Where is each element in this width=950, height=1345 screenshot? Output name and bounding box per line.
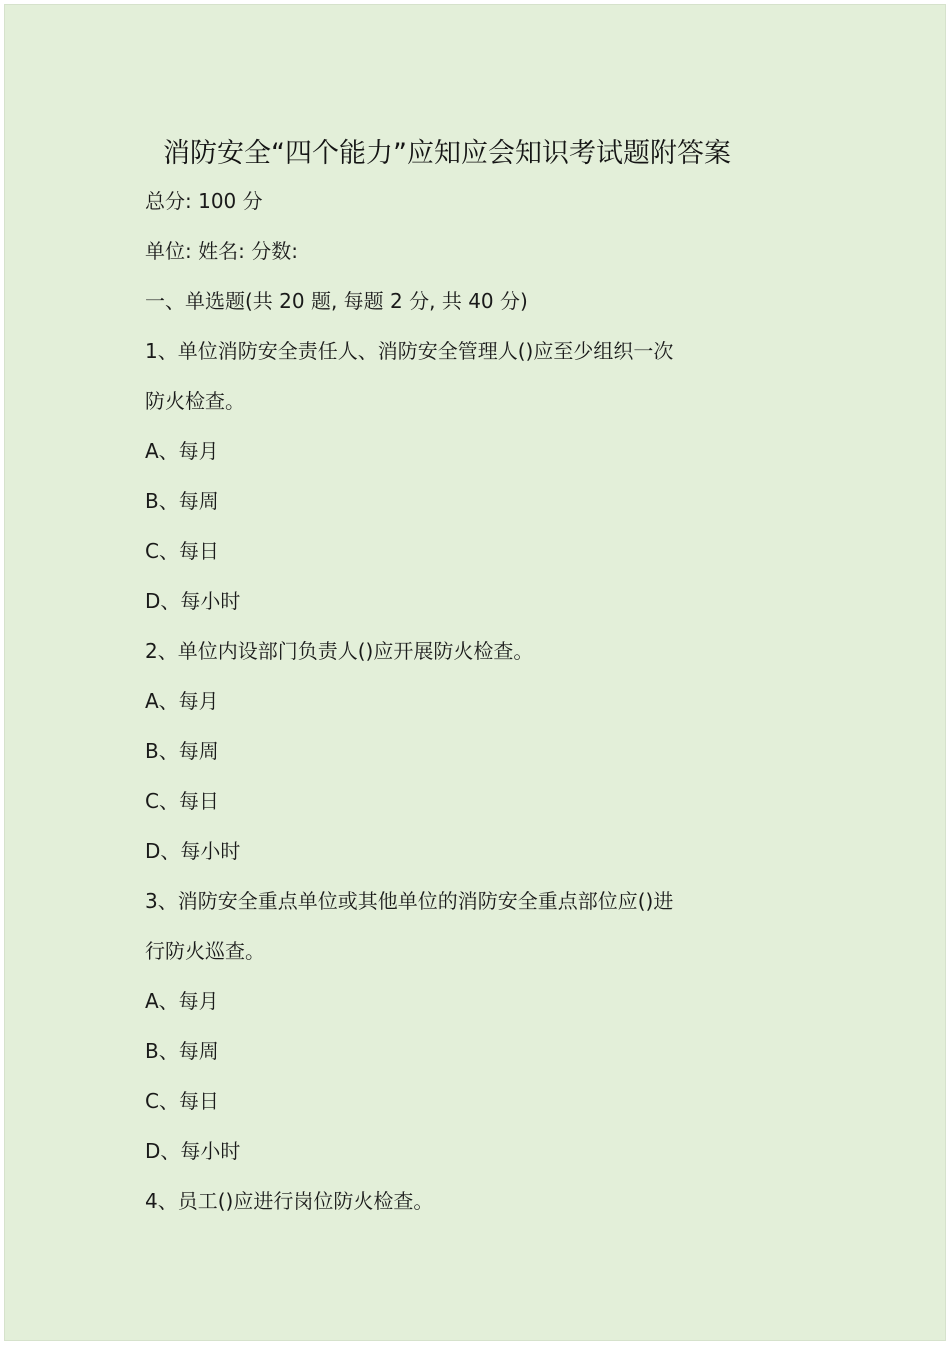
question-1-option-d: D、每小时	[145, 589, 241, 613]
question-1-text-cont: 防火检查。	[145, 389, 245, 413]
question-2-option-d: D、每小时	[145, 839, 241, 863]
total-score-line: 总分: 100 分	[145, 189, 263, 213]
document-body	[145, 182, 785, 1232]
question-3-option-b: B、每周	[145, 1039, 219, 1063]
question-3-option-d: D、每小时	[145, 1139, 241, 1163]
question-3-text: 3、消防安全重点单位或其他单位的消防安全重点部位应()进	[145, 889, 674, 913]
document-page	[4, 4, 946, 1341]
question-3-option-c: C、每日	[145, 1089, 219, 1113]
question-4-text: 4、员工()应进行岗位防火检查。	[145, 1189, 434, 1213]
document-title: 消防安全“四个能力”应知应会知识考试题附答案	[163, 138, 731, 169]
question-1-option-b: B、每周	[145, 489, 219, 513]
question-1-option-c: C、每日	[145, 539, 219, 563]
unit-name-score-line: 单位: 姓名: 分数:	[145, 239, 298, 263]
question-1-text: 1、单位消防安全责任人、消防安全管理人()应至少组织一次	[145, 339, 674, 363]
question-2-option-a: A、每月	[145, 689, 219, 713]
question-1-option-a: A、每月	[145, 439, 219, 463]
question-2-option-c: C、每日	[145, 789, 219, 813]
question-3-option-a: A、每月	[145, 989, 219, 1013]
question-3-text-cont: 行防火巡查。	[145, 939, 265, 963]
section-heading: 一、单选题(共 20 题, 每题 2 分, 共 40 分)	[145, 289, 528, 313]
question-2-text: 2、单位内设部门负责人()应开展防火检查。	[145, 639, 534, 663]
question-2-option-b: B、每周	[145, 739, 219, 763]
